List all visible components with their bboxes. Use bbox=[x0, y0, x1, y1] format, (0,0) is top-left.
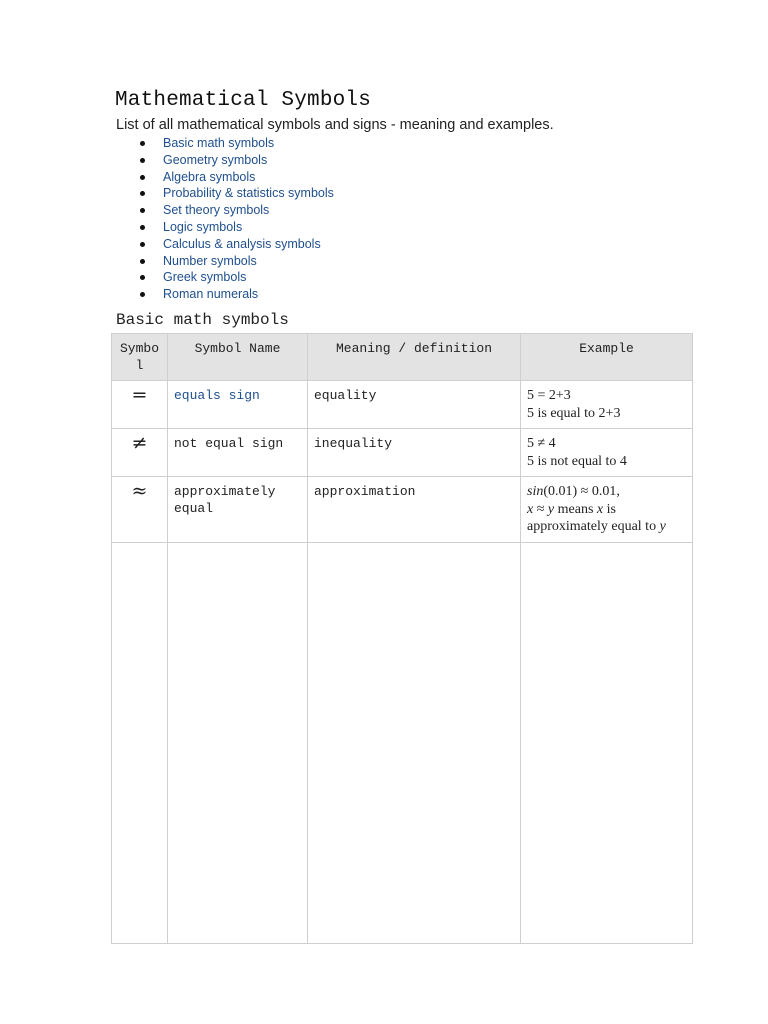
bullet-icon bbox=[140, 225, 145, 230]
bullet-icon bbox=[140, 242, 145, 247]
example-text: means bbox=[554, 501, 597, 517]
bullet-icon bbox=[140, 259, 145, 264]
bullet-icon bbox=[140, 141, 145, 146]
example-var: y bbox=[547, 501, 555, 517]
empty-cell bbox=[168, 542, 308, 943]
bullet-icon bbox=[140, 175, 145, 180]
example-var: x bbox=[596, 501, 604, 517]
example-line: 5 is equal to 2+3 bbox=[527, 405, 621, 421]
bullet-icon bbox=[140, 208, 145, 213]
equals-sign-link[interactable]: equals sign bbox=[174, 388, 260, 403]
example-cell bbox=[521, 477, 693, 543]
example-cell bbox=[521, 429, 693, 477]
toc-item bbox=[140, 253, 334, 270]
empty-cell bbox=[308, 542, 521, 943]
example-sin: sin bbox=[527, 484, 544, 499]
symbol-cell: = bbox=[112, 381, 168, 429]
section-heading: Basic math symbols bbox=[116, 311, 289, 329]
table-row bbox=[112, 429, 693, 477]
example-line: 5 = 2+3 bbox=[527, 388, 571, 403]
name-cell: approximately equal bbox=[168, 477, 308, 543]
name-cell bbox=[168, 381, 308, 429]
example-line: 5 is not equal to 4 bbox=[527, 453, 627, 469]
toc-item bbox=[140, 202, 334, 219]
toc-link-calculus[interactable]: Calculus & analysis symbols bbox=[163, 236, 321, 251]
toc-item bbox=[140, 169, 334, 186]
example-line bbox=[527, 501, 686, 519]
toc-link-algebra[interactable]: Algebra symbols bbox=[163, 169, 256, 184]
bullet-icon bbox=[140, 292, 145, 297]
meaning-cell: equality bbox=[308, 381, 521, 429]
example-line bbox=[527, 483, 686, 501]
table-header-row bbox=[112, 334, 693, 381]
example-var: x bbox=[527, 501, 534, 517]
table-of-contents bbox=[140, 135, 334, 303]
toc-item bbox=[140, 185, 334, 202]
example-text: ≈ bbox=[533, 501, 548, 517]
column-header-name: Symbol Name bbox=[168, 334, 308, 381]
toc-link-number[interactable]: Number symbols bbox=[163, 253, 257, 268]
meaning-cell: inequality bbox=[308, 429, 521, 477]
toc-link-roman[interactable]: Roman numerals bbox=[163, 287, 259, 302]
column-header-example: Example bbox=[521, 334, 693, 381]
symbol-cell: ≈ bbox=[112, 477, 168, 543]
example-line bbox=[527, 518, 686, 536]
column-header-meaning: Meaning / definition bbox=[308, 334, 521, 381]
example-text: approximately equal to bbox=[527, 519, 660, 534]
page-title: Mathematical Symbols bbox=[115, 89, 372, 112]
table-row bbox=[112, 381, 693, 429]
example-line: 5 ≠ 4 bbox=[527, 436, 556, 451]
bullet-icon bbox=[140, 275, 145, 280]
toc-link-set-theory[interactable]: Set theory symbols bbox=[163, 203, 270, 218]
toc-link-probability[interactable]: Probability & statistics symbols bbox=[163, 186, 334, 201]
table-row bbox=[112, 477, 693, 543]
symbols-table bbox=[111, 333, 693, 944]
toc-item bbox=[140, 269, 334, 286]
toc-link-greek[interactable]: Greek symbols bbox=[163, 270, 247, 285]
symbol-cell: ≠ bbox=[112, 429, 168, 477]
toc-link-basic-math[interactable]: Basic math symbols bbox=[163, 136, 275, 150]
name-cell: not equal sign bbox=[168, 429, 308, 477]
toc-item bbox=[140, 135, 334, 152]
empty-cell bbox=[521, 542, 693, 943]
bullet-icon bbox=[140, 191, 145, 196]
empty-table-row bbox=[112, 542, 693, 943]
example-text: (0.01) ≈ 0.01, bbox=[543, 484, 620, 499]
toc-item bbox=[140, 219, 334, 236]
toc-item bbox=[140, 236, 334, 253]
page-intro: List of all mathematical symbols and signs - meaning and examples. bbox=[116, 117, 554, 133]
toc-link-geometry[interactable]: Geometry symbols bbox=[163, 152, 268, 167]
example-text: is bbox=[603, 501, 616, 517]
meaning-cell: approximation bbox=[308, 477, 521, 543]
example-var: y bbox=[659, 519, 666, 534]
column-header-symbol: Symbo l bbox=[112, 334, 168, 381]
bullet-icon bbox=[140, 158, 145, 163]
example-cell bbox=[521, 381, 693, 429]
toc-item bbox=[140, 152, 334, 169]
toc-link-logic[interactable]: Logic symbols bbox=[163, 219, 243, 234]
empty-cell bbox=[112, 542, 168, 943]
toc-item bbox=[140, 286, 334, 303]
